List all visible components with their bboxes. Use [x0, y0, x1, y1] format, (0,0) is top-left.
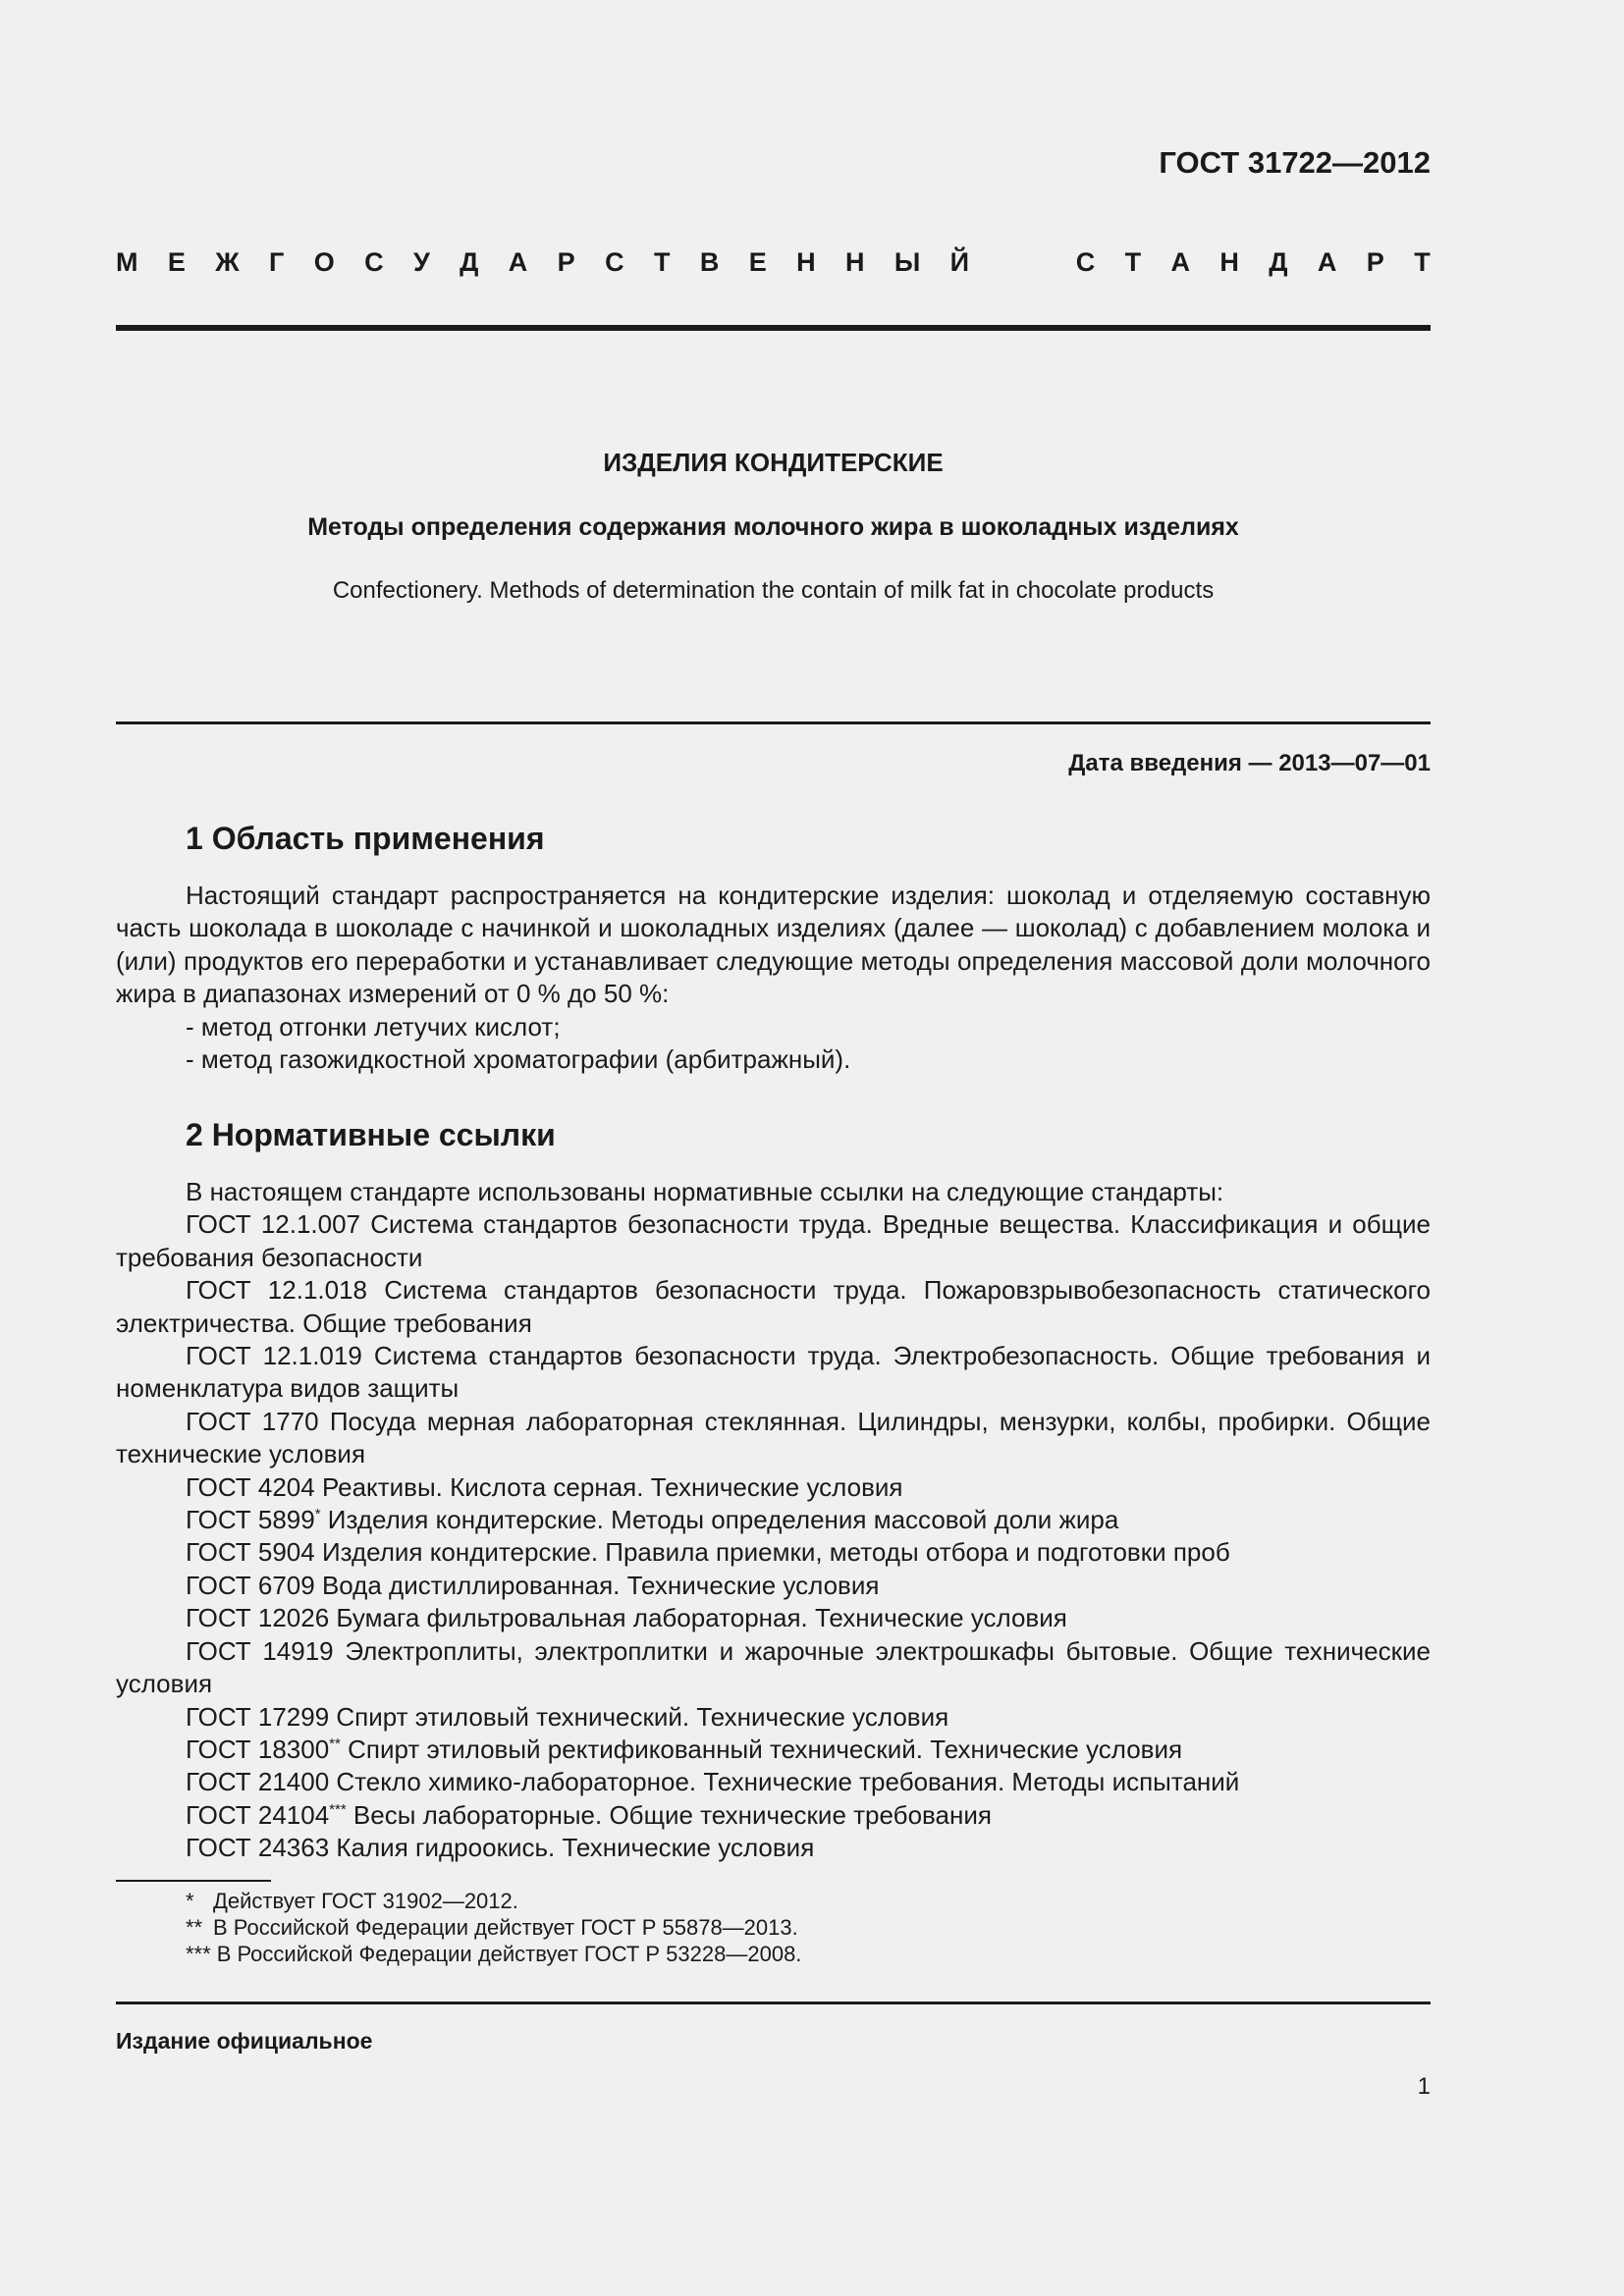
- footnote-marker: ***: [186, 1942, 211, 1966]
- english-title: Confectionery. Methods of determination the contain of milk fat in chocolate products: [332, 577, 1215, 604]
- reference-code: ГОСТ 4204: [186, 1471, 315, 1502]
- banner-letter: Р: [1366, 247, 1384, 277]
- banner-letter: Г: [269, 247, 285, 277]
- footnote-text: Действует ГОСТ 31902—2012.: [213, 1889, 518, 1913]
- footnote-marker: *: [186, 1889, 194, 1913]
- banner-letter: О: [313, 247, 335, 277]
- reference-title: Система стандартов безопасности труда. Электробезопасность. Общие требования и номенклатура видов защиты: [116, 1341, 1431, 1404]
- reference-entry: [116, 1340, 1431, 1406]
- footnote-mark: ***: [329, 1800, 347, 1818]
- banner-gap: [999, 247, 1046, 278]
- banner-letter: Д: [460, 247, 479, 277]
- banner-letter: С: [605, 247, 624, 277]
- reference-title: Электроплиты, электроплитки и жарочные электрошкафы бытовые. Общие технические условия: [116, 1635, 1432, 1699]
- banner-letter: Т: [653, 247, 671, 277]
- banner-letter: Ы: [893, 247, 921, 277]
- interstate-standard-banner: [116, 247, 1431, 278]
- reference-code: ГОСТ 12026: [186, 1603, 330, 1633]
- reference-title: Вода дистиллированная. Технические условия: [321, 1570, 880, 1600]
- reference-title: Весы лабораторные. Общие технические требования: [352, 1799, 992, 1830]
- reference-code: ГОСТ 6709: [186, 1570, 315, 1600]
- header-rule: [116, 325, 1431, 331]
- reference-code: ГОСТ 17299: [186, 1701, 330, 1732]
- reference-title: Система стандартов безопасности труда. Вредные вещества. Классификация и общие требования безопасности: [116, 1209, 1431, 1272]
- footnote: [186, 1914, 801, 1941]
- banner-letter: М: [116, 247, 138, 277]
- reference-code: ГОСТ 24363: [186, 1833, 330, 1863]
- reference-title: Изделия кондитерские. Правила приемки, методы отбора и подготовки проб: [321, 1537, 1230, 1568]
- banner-letter: С: [364, 247, 384, 277]
- reference-entry: [116, 1406, 1431, 1471]
- reference-entry: [116, 1536, 1431, 1569]
- reference-title: Спирт этиловый ректификованный технический. Технические условия: [348, 1734, 1183, 1764]
- reference-entry: [116, 1766, 1431, 1798]
- reference-title: Спирт этиловый технический. Технические условия: [336, 1701, 949, 1732]
- banner-letter: В: [699, 247, 720, 277]
- document-title: ИЗДЕЛИЯ КОНДИТЕРСКИЕ: [603, 448, 944, 477]
- footnote-mark: *: [314, 1506, 321, 1523]
- reference-code: ГОСТ 14919: [186, 1635, 334, 1666]
- reference-code: ГОСТ 12.1.018: [186, 1275, 368, 1306]
- reference-entry: [116, 1635, 1431, 1701]
- banner-letter: Д: [1269, 247, 1288, 277]
- footnote: [186, 1941, 801, 1967]
- normative-references: [116, 1176, 1431, 1865]
- reference-title: Посуда мерная лабораторная стеклянная. Цилиндры, мензурки, колбы, пробирки. Общие технические условия: [116, 1406, 1431, 1469]
- reference-entry: [116, 1832, 1431, 1864]
- footnote-marker: **: [186, 1915, 203, 1940]
- page-number: 1: [1417, 2073, 1431, 2100]
- banner-letter: А: [1317, 247, 1337, 277]
- scope-paragraph: Настоящий стандарт распространяется на кондитерские изделия: шоколад и отделяемую составную часть шоколада в шоколаде с начинкой и шоколадных изделиях (далее — шоколад) с добавлением молока и (или) продуктов его переработки и устанавливает следующие методы определения массовой доли молочного жира в диапазонах измерений от 0 % до 50 %:: [116, 881, 1431, 1009]
- reference-entry: [116, 1274, 1431, 1340]
- official-edition-label: Издание официальное: [116, 2028, 373, 2054]
- footer-rule: [116, 2002, 1431, 2004]
- banner-letter: Е: [167, 247, 186, 277]
- references-list: [116, 1208, 1431, 1864]
- section-1-body: [116, 880, 1431, 1076]
- banner-letter: Н: [796, 247, 816, 277]
- reference-entry: [116, 1208, 1431, 1274]
- introduction-date: Дата введения — 2013—07—01: [1068, 750, 1431, 776]
- banner-letter: У: [413, 247, 430, 277]
- reference-code: ГОСТ 5899: [186, 1505, 315, 1535]
- banner-letter: Ж: [215, 247, 240, 277]
- reference-title: Стекло химико-лабораторное. Технические требования. Методы испытаний: [336, 1767, 1240, 1797]
- reference-title: Реактивы. Кислота серная. Технические условия: [321, 1471, 903, 1502]
- document-subtitle: Методы определения содержания молочного жира в шоколадных изделиях: [307, 513, 1239, 541]
- reference-entry: [116, 1734, 1431, 1766]
- banner-letter: Т: [1124, 247, 1142, 277]
- footnote-text: В Российской Федерации действует ГОСТ Р 55878—2013.: [213, 1915, 798, 1940]
- footnote-separator: [116, 1880, 271, 1882]
- reference-entry: [116, 1570, 1431, 1602]
- reference-entry: [116, 1602, 1431, 1634]
- reference-entry: [116, 1504, 1431, 1536]
- banner-letter: Р: [557, 247, 575, 277]
- reference-code: ГОСТ 24104: [186, 1799, 330, 1830]
- reference-code: ГОСТ 18300: [186, 1734, 330, 1764]
- method-list-item: - метод отгонки летучих кислот;: [186, 1011, 561, 1041]
- reference-title: Калия гидроокись. Технические условия: [336, 1833, 815, 1863]
- reference-title: Бумага фильтровальная лабораторная. Технические условия: [336, 1603, 1067, 1633]
- banner-letter: Н: [844, 247, 865, 277]
- reference-code: ГОСТ 5904: [186, 1537, 315, 1568]
- footnote-text: В Российской Федерации действует ГОСТ Р 53228—2008.: [216, 1942, 802, 1966]
- reference-entry: [116, 1799, 1431, 1832]
- footnote-mark: **: [329, 1735, 341, 1752]
- banner-letter: С: [1075, 247, 1096, 277]
- reference-code: ГОСТ 1770: [186, 1406, 319, 1436]
- banner-letter: А: [508, 247, 528, 277]
- section-1-heading: 1 Область применения: [186, 821, 545, 856]
- method-list-item: - метод газожидкостной хроматографии (арбитражный).: [186, 1044, 851, 1075]
- section-2-heading: 2 Нормативные ссылки: [186, 1117, 556, 1152]
- reference-entry: [116, 1471, 1431, 1504]
- banner-letter: Е: [748, 247, 767, 277]
- footnotes: [186, 1888, 801, 1967]
- title-rule: [116, 721, 1431, 724]
- reference-code: ГОСТ 21400: [186, 1767, 330, 1797]
- reference-title: Система стандартов безопасности труда. Пожаровзрывобезопасность статического электричества. Общие требования: [116, 1275, 1431, 1338]
- references-intro: В настоящем стандарте использованы нормативные ссылки на следующие стандарты:: [186, 1177, 1224, 1206]
- standard-code: ГОСТ 31722—2012: [1159, 145, 1431, 180]
- banner-letter: Й: [949, 247, 970, 277]
- reference-code: ГОСТ 12.1.019: [186, 1341, 362, 1371]
- reference-title: Изделия кондитерские. Методы определения массовой доли жира: [327, 1505, 1119, 1535]
- reference-code: ГОСТ 12.1.007: [186, 1209, 361, 1240]
- reference-entry: [116, 1701, 1431, 1734]
- banner-letter: А: [1170, 247, 1191, 277]
- footnote: [186, 1888, 801, 1914]
- banner-letter: Т: [1414, 247, 1431, 277]
- banner-letter: Н: [1219, 247, 1239, 277]
